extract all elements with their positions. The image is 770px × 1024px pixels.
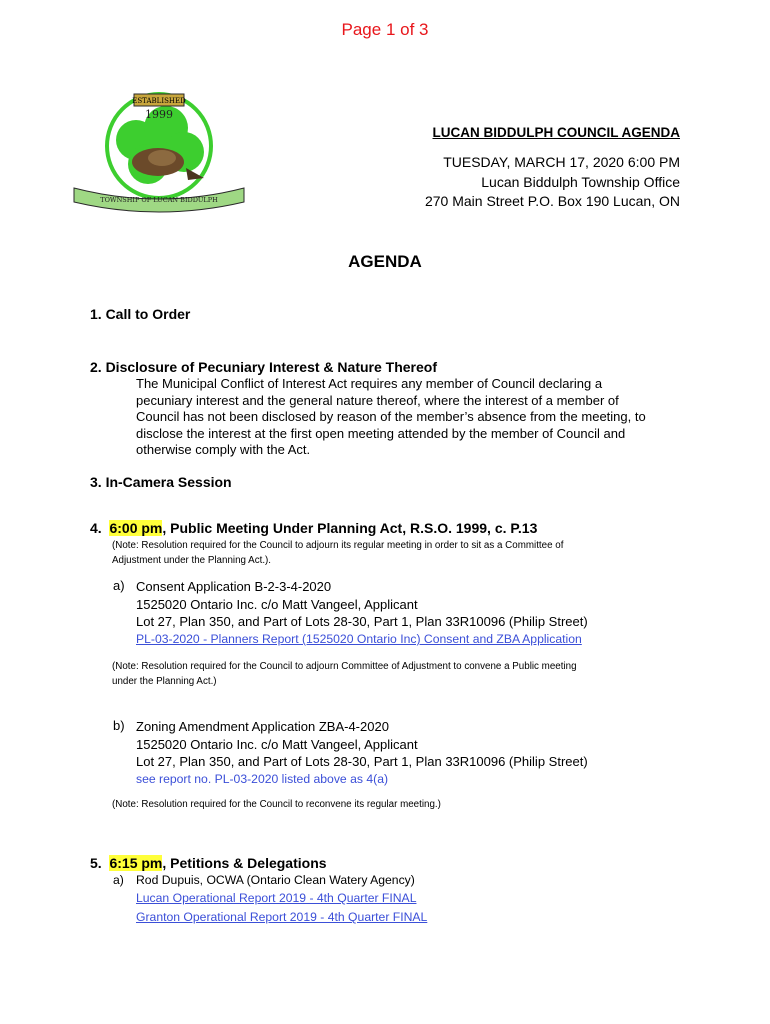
page-label: Page 1 of 3: [341, 20, 429, 39]
section-petitions-delegations: 5. 6:15 pm, Petitions & Delegations: [90, 855, 327, 871]
section-disclosure: 2. Disclosure of Pecuniary Interest & Nature Thereof: [90, 359, 437, 375]
delegation-item-marker: a): [113, 873, 124, 887]
section-call-to-order: 1. Call to Order: [90, 306, 191, 322]
section-in-camera: 3. In-Camera Session: [90, 474, 232, 490]
delegation-item: Rod Dupuis, OCWA (Ontario Clean Watery Agency): [136, 873, 415, 887]
note-reconvene: (Note: Resolution required for the Council to reconvene its regular meeting.): [112, 799, 441, 810]
consent-application-item: Consent Application B-2-3-4-2020 1525020 Ontario Inc. c/o Matt Vangeel, Applicant Lot 27, Plan 350, and Part of Lots 28-30, Part 1, Plan 33R10096 (Philip Street): [136, 579, 588, 629]
note-adjourn-committee: (Note: Resolution required for the Council to adjourn Committee of Adjustment to convene a Public meeting under the Planning Act.): [112, 661, 577, 687]
planners-report-link[interactable]: PL-03-2020 - Planners Report (1525020 Ontario Inc) Consent and ZBA Application: [136, 632, 582, 646]
time-highlight: 6:15 pm: [109, 855, 163, 871]
disclosure-text: The Municipal Conflict of Interest Act requires any member of Council declaring a pecuniary interest and the general nature thereof, where the interest of a member of Council has not been disclosed by reason of the member’s absence from the meeting, to disclose the interest at the first open meeting attended by the member of Council and otherwise comply with the Act.: [136, 376, 646, 457]
agenda-header-title: LUCAN BIDDULPH COUNCIL AGENDA: [432, 125, 680, 140]
item-a-marker: a): [113, 578, 125, 593]
svg-text:1999: 1999: [145, 108, 173, 121]
granton-report-link[interactable]: Granton Operational Report 2019 - 4th Quarter FINAL: [136, 910, 428, 924]
time-highlight: 6:00 pm: [109, 520, 163, 536]
svg-text:ESTABLISHED: ESTABLISHED: [132, 97, 186, 105]
report-reference: see report no. PL-03-2020 listed above as 4(a): [136, 772, 389, 786]
meeting-office: Lucan Biddulph Township Office: [481, 174, 680, 190]
note-adjourn-regular: (Note: Resolution required for the Council to adjourn its regular meeting in order to sit as a Committee of Adjustment under the Planning Act.).: [112, 540, 564, 566]
item-b-marker: b): [113, 718, 125, 733]
lucan-report-link[interactable]: Lucan Operational Report 2019 - 4th Quarter FINAL: [136, 891, 417, 905]
zoning-amendment-item: Zoning Amendment Application ZBA-4-2020 1525020 Ontario Inc. c/o Matt Vangeel, Applicant Lot 27, Plan 350, and Part of Lots 28-30, Part 1, Plan 33R10096 (Philip Street): [136, 719, 588, 769]
section-public-meeting: 4. 6:00 pm, Public Meeting Under Planning Act, R.S.O. 1999, c. P.13: [90, 520, 538, 536]
township-logo: [66, 88, 252, 218]
svg-text:TOWNSHIP OF LUCAN BIDDULPH: TOWNSHIP OF LUCAN BIDDULPH: [100, 196, 218, 204]
meeting-date: TUESDAY, MARCH 17, 2020 6:00 PM: [443, 154, 680, 170]
meeting-address: 270 Main Street P.O. Box 190 Lucan, ON: [424, 193, 680, 209]
agenda-title: AGENDA: [348, 252, 422, 271]
